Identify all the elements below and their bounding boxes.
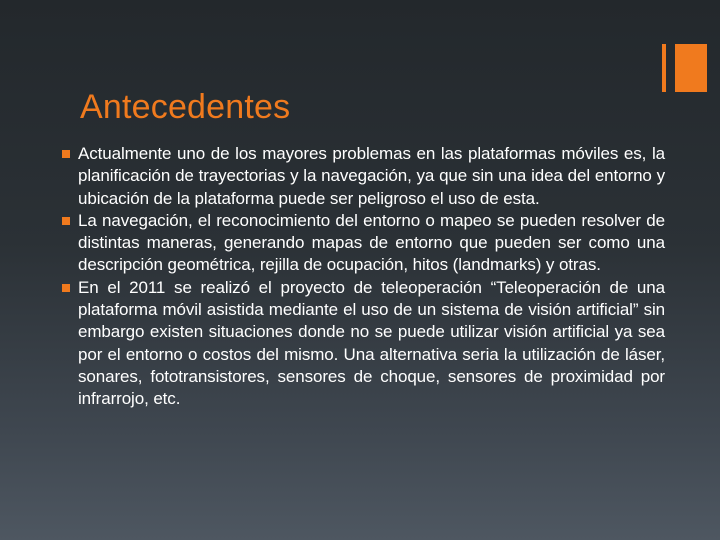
square-bullet-icon [62, 150, 70, 158]
bullet-text: Actualmente uno de los mayores problemas en las plataformas móviles es, la planificación de trayectorias y la navegación, ya que sin una idea del entorno y ubicación de la plataforma puede ser peligroso el uso de esta. [78, 144, 665, 208]
bullet-item-2011 [62, 277, 665, 411]
square-bullet-icon [62, 217, 70, 225]
bullet-item-navegacion [62, 210, 665, 277]
bullet-text: La navegación, el reconocimiento del entorno o mapeo se pueden resolver de distintas maneras, generando mapas de entorno que pueden ser como una descripción geométrica, rejilla de ocupación, hitos (landmarks) y otras. [78, 210, 665, 275]
slide-title: Antecedentes [80, 88, 291, 126]
bullet-list [62, 143, 665, 411]
square-bullet-icon [62, 284, 70, 292]
accent-bar-thick [675, 44, 707, 92]
bullet-text: En el 2011 se realizó el proyecto de teleoperación “Teleoperación de una plataforma móvil asistida mediante el uso de un sistema de visión artificial” sin embargo existen situaciones donde no se puede utilizar visión artificial ya sea por el entorno o costos del mismo. Una alternativa seria la utilización de láser, sonares, fototransistores, sensores de choque, sensores de proximidad por infrarrojo, etc. [78, 277, 665, 409]
bullet-item-actualmente [62, 143, 665, 210]
accent-bar-thin [662, 44, 666, 92]
